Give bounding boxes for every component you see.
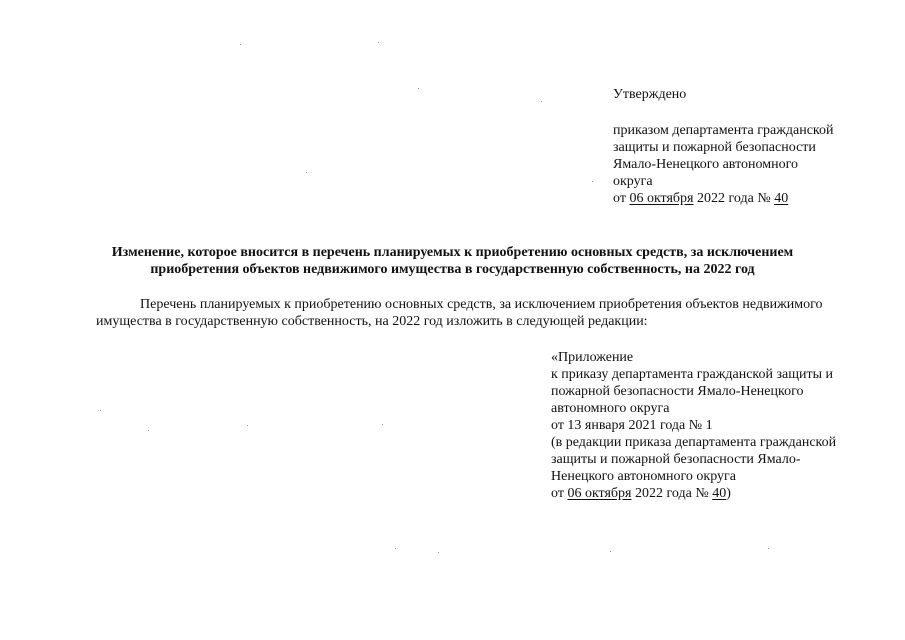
approval-date-day: 06	[629, 191, 644, 206]
body-paragraph-line-2: имущества в государственную собственность, на 2022 год изложить в следующей редакции:	[96, 314, 648, 329]
scan-speck	[306, 172, 307, 173]
scan-speck	[395, 548, 396, 549]
scan-speck	[247, 425, 248, 426]
appendix-line-1: «Приложение	[551, 350, 634, 365]
approval-block	[613, 86, 873, 207]
appendix-line-3: пожарной безопасности Ямало-Ненецкого	[551, 384, 804, 399]
scan-speck	[541, 101, 542, 102]
appendix-block	[551, 349, 871, 502]
appendix-line-4: автономного округа	[551, 401, 670, 416]
appendix-date-month: октября	[584, 486, 632, 501]
document-title	[60, 244, 845, 278]
approval-order-number: 40	[774, 191, 789, 206]
document-title-line-1: Изменение, которое вносится в перечень планируемых к приобретению основных средств, за исключением	[111, 245, 794, 260]
approval-line-3: Ямало-Ненецкого автономного	[613, 157, 798, 172]
approval-heading: Утверждено	[613, 87, 687, 102]
appendix-date-prefix: от	[551, 486, 568, 501]
scan-speck	[378, 42, 379, 43]
approval-line-1: приказом департамента гражданской	[613, 123, 834, 138]
approval-line-2: защиты и пожарной безопасности	[613, 140, 816, 155]
appendix-date	[551, 485, 871, 502]
scan-speck	[418, 88, 419, 89]
appendix-line-2: к приказу департамента гражданской защиты и	[551, 367, 834, 382]
body-paragraph	[96, 296, 866, 330]
scan-speck	[148, 430, 149, 431]
appendix-line-5: от 13 января 2021 года № 1	[551, 418, 713, 433]
scan-speck	[100, 410, 101, 411]
appendix-date-day: 06	[567, 486, 582, 501]
approval-date-rest: 2022 года №	[693, 191, 775, 206]
document-title-line-2: приобретения объектов недвижимого имущества в государственную собственность, на 2022 год	[150, 262, 755, 277]
body-paragraph-line-1: Перечень планируемых к приобретению основных средств, за исключением приобретения объектов недвижимого	[140, 297, 823, 312]
scan-speck	[768, 548, 769, 549]
approval-date-month: октября	[646, 191, 694, 206]
scan-speck	[592, 181, 593, 182]
scan-speck	[438, 552, 439, 553]
appendix-date-rest: 2022 года №	[631, 486, 713, 501]
appendix-date-close: )	[726, 486, 731, 501]
approval-line-4: округа	[613, 174, 653, 189]
scan-speck	[382, 424, 383, 425]
appendix-line-6: (в редакции приказа департамента гражданской	[551, 435, 837, 450]
appendix-line-8: Ненецкого автономного округа	[551, 469, 736, 484]
approval-date	[613, 190, 873, 207]
appendix-order-number: 40	[712, 486, 727, 501]
scan-speck	[610, 551, 611, 552]
approval-date-prefix: от	[613, 191, 630, 206]
appendix-line-7: защиты и пожарной безопасности Ямало-	[551, 452, 801, 467]
scan-speck	[240, 44, 241, 45]
